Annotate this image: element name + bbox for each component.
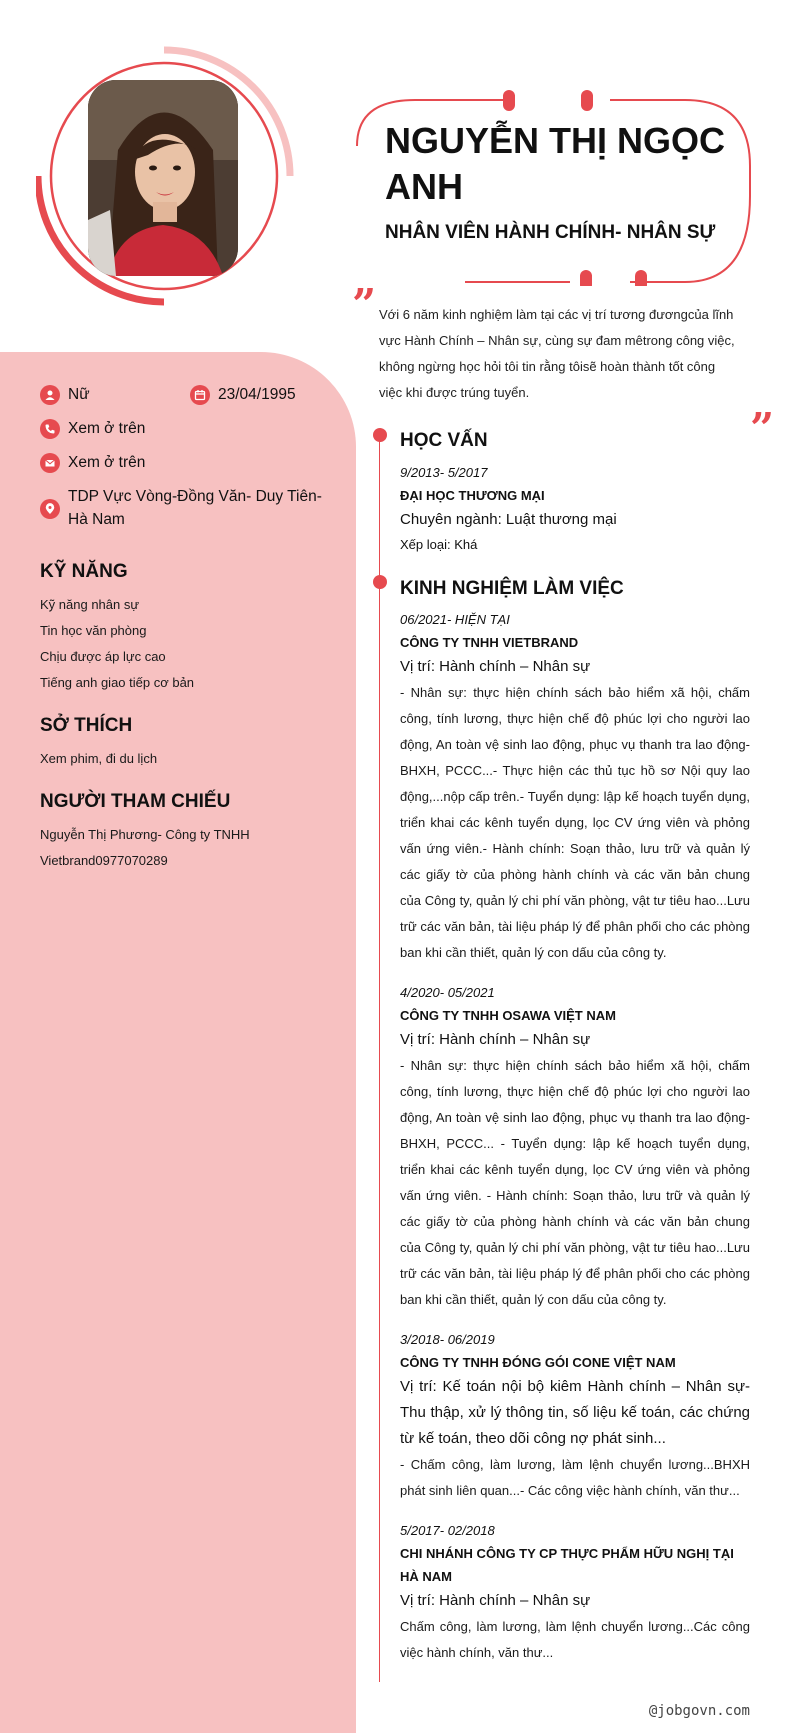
experience-company: CHI NHÁNH CÔNG TY CP THỰC PHẨM HỮU NGHỊ TẠI HÀ NAM bbox=[400, 1546, 734, 1584]
calendar-icon bbox=[190, 385, 210, 405]
mail-icon bbox=[40, 453, 60, 473]
email-value: Xem ở trên bbox=[68, 454, 146, 471]
gender-row bbox=[40, 383, 90, 406]
location-icon bbox=[40, 499, 60, 519]
address-row bbox=[40, 485, 340, 531]
address-value: TDP Vực Vòng-Đồng Văn- Duy Tiên- Hà Nam bbox=[68, 488, 322, 528]
skills-heading: KỸ NĂNG bbox=[40, 561, 128, 582]
education-entry bbox=[400, 462, 750, 557]
references-heading: NGƯỜI THAM CHIẾU bbox=[40, 791, 231, 812]
experience-company: CÔNG TY TNHH OSAWA VIỆT NAM bbox=[400, 1008, 616, 1023]
user-icon bbox=[40, 385, 60, 405]
experience-company: CÔNG TY TNHH VIETBRAND bbox=[400, 635, 579, 650]
timeline-dot-experience bbox=[373, 575, 387, 589]
experience-company: CÔNG TY TNHH ĐÓNG GÓI CONE VIỆT NAM bbox=[400, 1355, 676, 1370]
education-school: ĐẠI HỌC THƯƠNG MẠI bbox=[400, 488, 545, 503]
hobbies-heading: SỞ THÍCH bbox=[40, 715, 133, 736]
experience-entry bbox=[400, 609, 750, 966]
experience-position: Vị trí: Hành chính – Nhân sự bbox=[400, 1031, 591, 1048]
phone-value: Xem ở trên bbox=[68, 420, 146, 437]
job-title: NHÂN VIÊN HÀNH CHÍNH- NHÂN SỰ bbox=[385, 222, 716, 243]
experience-date: 06/2021- HIỆN TẠI bbox=[400, 612, 510, 627]
education-date: 9/2013- 5/2017 bbox=[400, 465, 488, 480]
references-text: Nguyễn Thị Phương- Công ty TNHH Vietbrand0977070289 bbox=[40, 827, 250, 868]
dob-row bbox=[190, 383, 296, 406]
gender-value: Nữ bbox=[68, 386, 90, 403]
experience-date: 5/2017- 02/2018 bbox=[400, 1523, 495, 1538]
hobbies-text: Xem phim, đi du lịch bbox=[40, 751, 158, 766]
email-row bbox=[40, 451, 145, 474]
experience-entry bbox=[400, 982, 750, 1313]
timeline-dot-education bbox=[373, 428, 387, 442]
timeline-line bbox=[379, 432, 380, 1682]
skill-item: Kỹ năng nhân sự bbox=[40, 597, 140, 612]
experience-description: Chấm công, làm lương, làm lệnh chuyển lương...Các công việc hành chính, văn thư... bbox=[400, 1619, 750, 1660]
experience-description: - Nhân sự: thực hiện chính sách bảo hiểm xã hội, chấm công, tính lương, thực hiện chế độ phúc lợi cho người lao động, An toàn vệ sinh lao động, phục vụ thanh tra lao động- BHXH, PCCC...- Thực hiện các thủ tục hồ sơ Nội quy lao động,...nộp cấp trên.- Tuyển dụng: lập kế hoạch tuyển dụng, triển khai các kênh tuyển dụng, lọc CV ứng viên và phỏng vấn ứng viên.- Hành chính: Soạn thảo, lưu trữ và quản lý các giấy tờ của phòng hành chính và các văn bản chung của Công ty, quản lý chi phí văn phòng, vật tư tiêu hao...Lưu trữ các văn bản, tài liệu pháp lý để phân phối cho các phòng ban khi cần thiết, quản lý con dấu của công ty. bbox=[400, 685, 750, 960]
education-grade: Xếp loại: Khá bbox=[400, 537, 478, 552]
experience-description: - Chấm công, làm lương, làm lệnh chuyển lương...BHXH phát sinh liên quan...- Các công việc hành chính, văn thư... bbox=[400, 1457, 750, 1498]
experience-position: Vị trí: Hành chính – Nhân sự bbox=[400, 1592, 591, 1609]
experience-date: 4/2020- 05/2021 bbox=[400, 985, 495, 1000]
open-quote-icon: ” bbox=[352, 280, 377, 329]
career-summary: Với 6 năm kinh nghiệm làm tại các vị trí tương đươngcủa lĩnh vực Hành Chính – Nhân sự, cùng sự đam mêtrong công việc, không ngừng học hỏi tôi tin rằng tôisẽ hoàn thành tốt công việc khi được trúng tuyển. bbox=[379, 307, 735, 400]
experience-heading: KINH NGHIỆM LÀM VIỆC bbox=[400, 578, 624, 599]
references-list bbox=[40, 822, 260, 874]
skill-item: Tin học văn phòng bbox=[40, 623, 147, 638]
close-quote-icon: ” bbox=[750, 404, 775, 453]
experience-position: Vị trí: Kế toán nội bộ kiêm Hành chính – Nhân sự- Thu thập, xử lý thông tin, số liệu kế toán, các chứng từ kế toán, theo dõi công nợ phát sinh... bbox=[400, 1378, 750, 1447]
candidate-name: NGUYỄN THỊ NGỌC ANH bbox=[385, 120, 726, 207]
experience-description: - Nhân sự: thực hiện chính sách bảo hiểm xã hội, chấm công, tính lương, thực hiện chế độ phúc lợi cho người lao động, An toàn vệ sinh lao động, phục vụ thanh tra lao động- BHXH, PCCC... - Tuyển dụng: lập kế hoạch tuyển dụng, triển khai các kênh tuyển dụng, lọc CV ứng viên và phỏng vấn ứng viên. - Hành chính: Soạn thảo, lưu trữ và quản lý các giấy tờ của phòng hành chính và các văn bản chung của Công ty, quản lý chi phí văn phòng, vật tư tiêu hao...Lưu trữ các văn bản, tài liệu pháp lý để phân phối cho các phòng ban khi cần thiết, quản lý con dấu của công ty. bbox=[400, 1058, 750, 1307]
skills-list bbox=[40, 592, 330, 696]
experience-date: 3/2018- 06/2019 bbox=[400, 1332, 495, 1347]
skill-item: Tiếng anh giao tiếp cơ bản bbox=[40, 675, 195, 690]
experience-entry bbox=[400, 1520, 750, 1666]
experience-position: Vị trí: Hành chính – Nhân sự bbox=[400, 658, 591, 675]
watermark: @jobgovn.com bbox=[648, 1703, 750, 1719]
phone-row bbox=[40, 417, 145, 440]
dob-value: 23/04/1995 bbox=[218, 386, 296, 403]
experience-entry bbox=[400, 1329, 750, 1504]
avatar bbox=[88, 80, 238, 276]
education-major: Chuyên ngành: Luật thương mại bbox=[400, 511, 617, 528]
phone-icon bbox=[40, 419, 60, 439]
profile-photo-frame bbox=[36, 46, 296, 306]
hobbies-list bbox=[40, 746, 330, 772]
education-heading: HỌC VẤN bbox=[400, 430, 488, 451]
skill-item: Chịu được áp lực cao bbox=[40, 649, 166, 664]
sidebar-background bbox=[0, 352, 356, 1733]
